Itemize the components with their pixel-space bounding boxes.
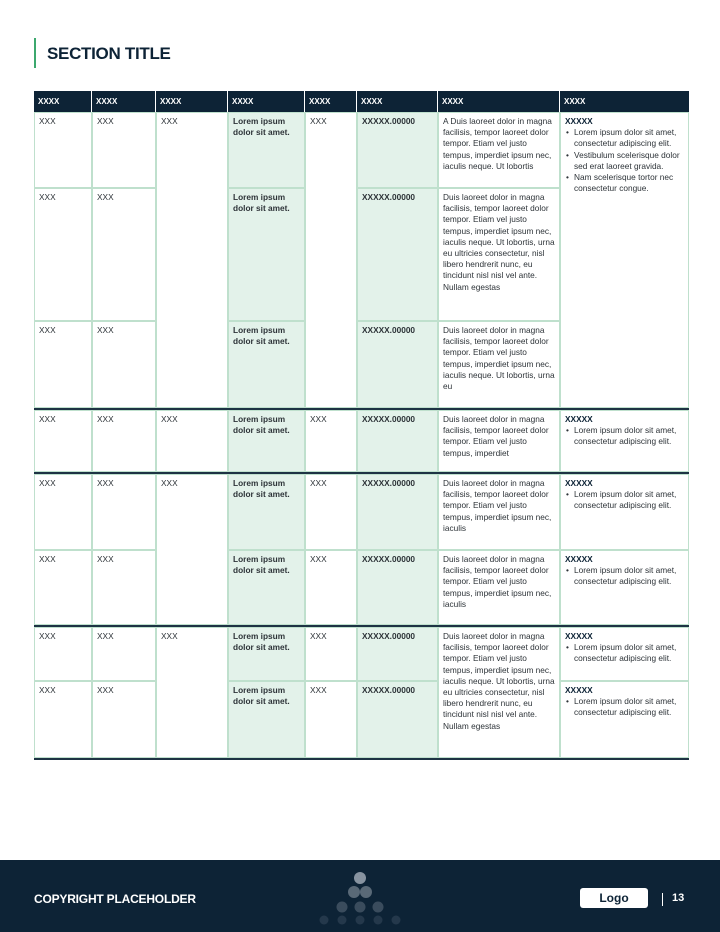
list-item: • Lorem ipsum dolor sit amet, consectetur adipiscing elit. [574,565,684,587]
table-cell: XXX [92,550,156,625]
table-cell: XXX [305,627,357,681]
notes-title: XXXXX [565,414,593,424]
table-cell: XXX [305,681,357,758]
list-item: • Lorem ipsum dolor sit amet, consectetur adipiscing elit. [574,425,684,447]
table-cell: XXX [305,474,357,550]
list-item: • Lorem ipsum dolor sit amet, consectetur adipiscing elit. [574,642,684,664]
column-header: XXXX [438,91,560,112]
table-cell: XXX [92,321,156,408]
list-item: • Nam scelerisque tortor nec consectetur congue. [574,172,684,194]
table-cell: Duis laoreet dolor in magna facilisis, tempor laoreet dolor tempor. Etiam vel justo tempus, imperdiet ipsum nec, iaculis [438,550,560,625]
notes-cell [560,627,689,681]
table-cell: Duis laoreet dolor in magna facilisis, tempor laoreet dolor tempor. Etiam vel justo tempus, imperdiet ipsum nec, iaculis [438,474,560,550]
list-item: • Vestibulum scelerisque dolor sed erat laoreet gravida. [574,150,684,172]
table-cell: Duis laoreet dolor in magna facilisis, tempor laoreet dolor tempor. Etiam vel justo tempus, imperdiet ipsum nec, iaculis neque. Ut lobortis, urna eu ultricies consectetur, nisl libero hendrerit nunc, eu tincidunt nisl nisl vel ante. Nullam egestas [438,188,560,321]
notes-title: XXXXX [565,631,593,641]
table-cell: XXX [156,410,228,472]
table-cell: XXX [305,112,357,408]
column-header: XXXX [305,91,357,112]
notes-cell [560,410,689,472]
table-cell: XXX [34,474,92,550]
table-cell: XXXXX.00000 [357,112,438,188]
table-cell: XXX [156,474,228,625]
table-cell: XXX [34,627,92,681]
list-item: • Lorem ipsum dolor sit amet, consectetur adipiscing elit. [574,489,684,511]
table-cell: Lorem ipsum dolor sit amet. [228,112,305,188]
table-cell: Lorem ipsum dolor sit amet. [228,410,305,472]
table-cell: XXX [305,550,357,625]
notes-title: XXXXX [565,554,593,564]
notes-cell [560,474,689,550]
data-table [34,91,689,760]
table-cell: XXX [34,112,92,188]
column-header: XXXX [156,91,228,112]
table-cell: Duis laoreet dolor in magna facilisis, tempor laoreet dolor tempor. Etiam vel justo tempus, imperdiet ipsum nec, iaculis neque. Ut lobortis, urna eu [438,321,560,408]
table-cell: XXXXX.00000 [357,627,438,681]
table-cell: Lorem ipsum dolor sit amet. [228,627,305,681]
list-item: • Lorem ipsum dolor sit amet, consectetur adipiscing elit. [574,127,684,149]
table-cell: XXX [92,681,156,758]
table-cell: XXXXX.00000 [357,410,438,472]
copyright-text: COPYRIGHT PLACEHOLDER [34,892,196,906]
table-cell: Lorem ipsum dolor sit amet. [228,474,305,550]
table-cell: XXX [156,112,228,408]
table-cell: XXX [34,410,92,472]
table-cell: XXX [34,550,92,625]
table-cell: XXX [92,410,156,472]
page-number: 13 [672,892,685,904]
table-cell: XXXXX.00000 [357,550,438,625]
notes-list [565,642,684,664]
column-header: XXXX [92,91,156,112]
table-cell: XXX [92,627,156,681]
notes-list [565,565,684,587]
column-header: XXXX [357,91,438,112]
notes-list [565,489,684,511]
table-cell: XXX [34,681,92,758]
notes-title: XXXXX [565,685,593,695]
table-cell: Lorem ipsum dolor sit amet. [228,550,305,625]
table-cell: XXXXX.00000 [357,681,438,758]
footer-divider [662,893,663,906]
table-cell: XXX [92,112,156,188]
decorative-dots-icon [310,870,410,932]
table-cell: XXXXX.00000 [357,188,438,321]
footer [0,860,720,932]
notes-list [565,696,684,718]
table-cell: Duis laoreet dolor in magna facilisis, tempor laoreet dolor tempor. Etiam vel justo tempus, imperdiet ipsum nec, iaculis neque. Ut lobortis, urna eu ultricies consectetur, nisl libero hendrerit nunc, eu tincidunt nisl nisl vel ante. Nullam egestas [438,627,560,758]
column-header: XXXX [34,91,92,112]
table-cell: XXX [156,627,228,758]
table-cell: XXX [34,321,92,408]
notes-cell [560,550,689,625]
table-cell: XXXXX.00000 [357,321,438,408]
table-cell: XXX [92,188,156,321]
notes-cell [560,112,689,408]
section-accent-bar [34,38,36,68]
table-cell: XXXXX.00000 [357,474,438,550]
notes-list [565,425,684,447]
table-cell: Lorem ipsum dolor sit amet. [228,321,305,408]
table-cell: Lorem ipsum dolor sit amet. [228,681,305,758]
table-cell: XXX [34,188,92,321]
notes-cell [560,681,689,758]
notes-list [565,127,684,194]
section-title: SECTION TITLE [47,44,171,63]
table-cell: XXX [92,474,156,550]
column-header: XXXX [560,91,689,112]
column-header: XXXX [228,91,305,112]
table-cell: A Duis laoreet dolor in magna facilisis, tempor laoreet dolor tempor. Etiam vel justo tempus, imperdiet ipsum nec, iaculis neque. Ut lobortis [438,112,560,188]
list-item: • Lorem ipsum dolor sit amet, consectetur adipiscing elit. [574,696,684,718]
table-cell: Duis laoreet dolor in magna facilisis, tempor laoreet dolor tempor. Etiam vel justo tempus, imperdiet [438,410,560,472]
logo: Logo [580,888,648,908]
table-cell: Lorem ipsum dolor sit amet. [228,188,305,321]
table-bottom-rule [34,758,689,760]
notes-title: XXXXX [565,116,593,126]
table-cell: XXX [305,410,357,472]
notes-title: XXXXX [565,478,593,488]
